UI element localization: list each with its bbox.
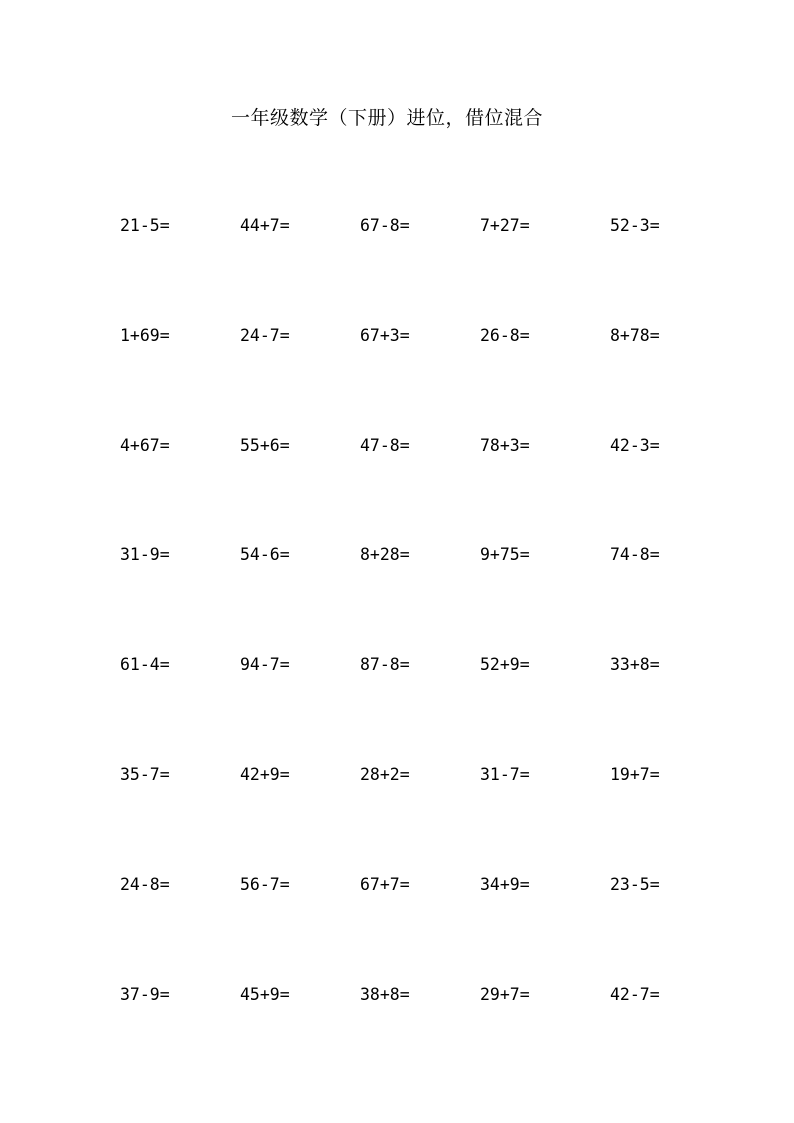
math-problem: 45+9= xyxy=(240,985,290,1004)
math-problem: 67+3= xyxy=(360,326,410,345)
math-problem: 67-8= xyxy=(360,216,410,235)
math-problem: 4+67= xyxy=(120,436,170,455)
math-problem: 34+9= xyxy=(480,875,530,894)
math-problem: 37-9= xyxy=(120,985,170,1004)
math-problem: 74-8= xyxy=(610,545,660,564)
math-problem: 23-5= xyxy=(610,875,660,894)
math-problem: 42+9= xyxy=(240,765,290,784)
math-problem: 44+7= xyxy=(240,216,290,235)
math-problem: 52+9= xyxy=(480,655,530,674)
math-problem: 42-7= xyxy=(610,985,660,1004)
math-problem: 33+8= xyxy=(610,655,660,674)
math-problem: 52-3= xyxy=(610,216,660,235)
problem-row xyxy=(0,214,794,238)
math-problem: 7+27= xyxy=(480,216,530,235)
math-problem: 1+69= xyxy=(120,326,170,345)
math-problem: 47-8= xyxy=(360,436,410,455)
math-problem: 8+78= xyxy=(610,326,660,345)
math-problem: 87-8= xyxy=(360,655,410,674)
math-problem: 19+7= xyxy=(610,765,660,784)
math-problem: 29+7= xyxy=(480,985,530,1004)
math-problem: 67+7= xyxy=(360,875,410,894)
problem-row xyxy=(0,983,794,1007)
problem-row xyxy=(0,763,794,787)
math-problem: 9+75= xyxy=(480,545,530,564)
worksheet-title: 一年级数学（下册）进位，借位混合 xyxy=(230,107,543,129)
math-problem: 31-9= xyxy=(120,545,170,564)
math-problem: 78+3= xyxy=(480,436,530,455)
math-problem: 26-8= xyxy=(480,326,530,345)
math-problem: 21-5= xyxy=(120,216,170,235)
math-problem: 54-6= xyxy=(240,545,290,564)
math-problem: 24-8= xyxy=(120,875,170,894)
problem-row xyxy=(0,873,794,897)
math-problem: 8+28= xyxy=(360,545,410,564)
math-problem: 24-7= xyxy=(240,326,290,345)
math-problem: 42-3= xyxy=(610,436,660,455)
problem-row xyxy=(0,324,794,348)
math-problem: 61-4= xyxy=(120,655,170,674)
math-problem: 94-7= xyxy=(240,655,290,674)
math-problem: 35-7= xyxy=(120,765,170,784)
problem-row xyxy=(0,543,794,567)
problem-row xyxy=(0,653,794,677)
math-problem: 56-7= xyxy=(240,875,290,894)
problem-row xyxy=(0,434,794,458)
math-problem: 55+6= xyxy=(240,436,290,455)
math-problem: 28+2= xyxy=(360,765,410,784)
math-problem: 31-7= xyxy=(480,765,530,784)
math-problem: 38+8= xyxy=(360,985,410,1004)
